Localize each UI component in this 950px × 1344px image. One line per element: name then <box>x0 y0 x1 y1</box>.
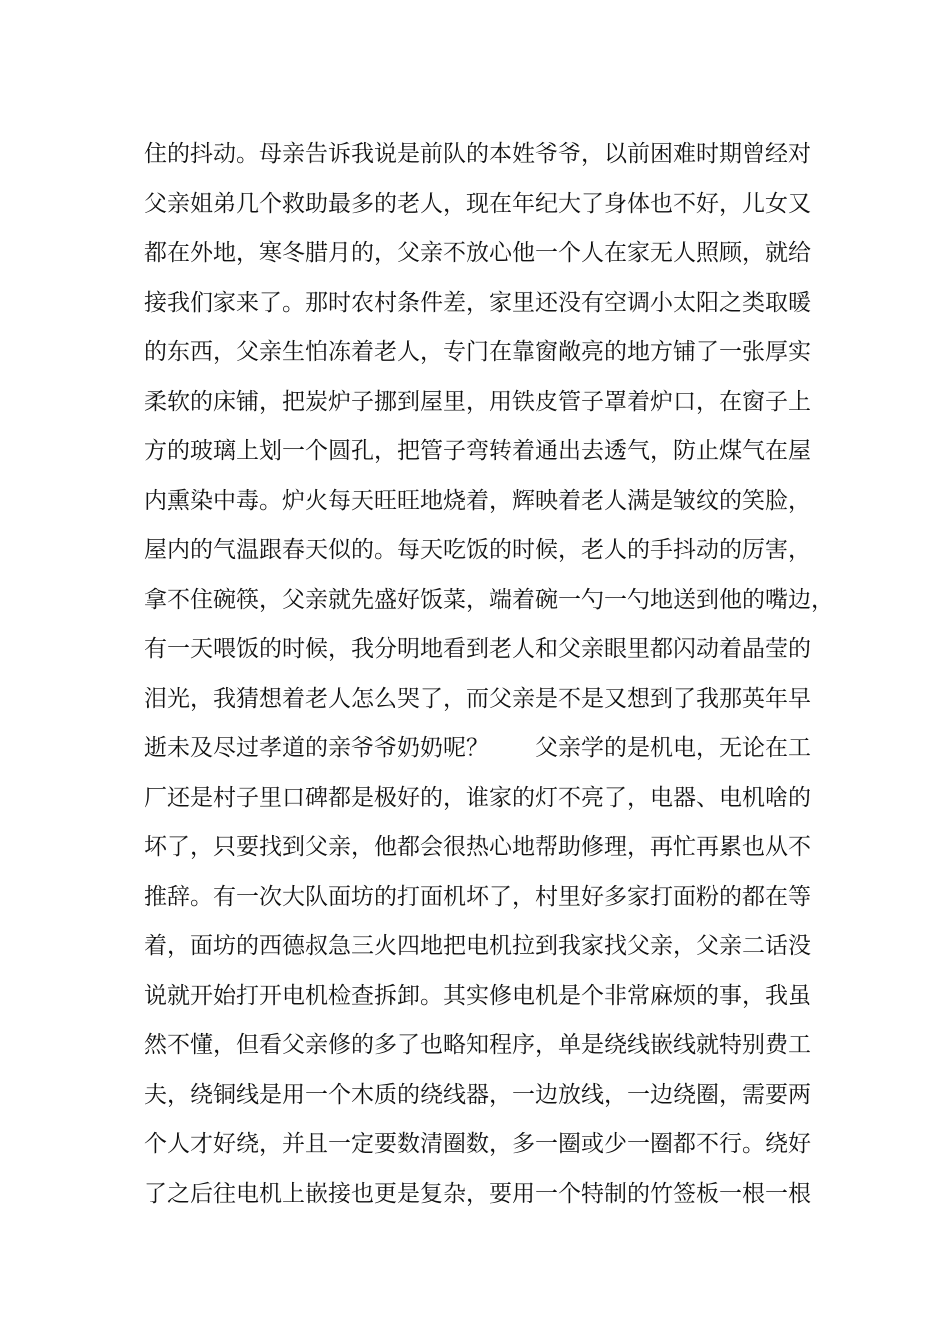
text-line-20: 夫，绕铜线是用一个木质的绕线器，一边放线，一边绕圈，需要两 <box>144 1081 811 1108</box>
text-line-7: 方的玻璃上划一个圆孔，把管子弯转着通出去透气，防止煤气在屋 <box>144 438 811 464</box>
text-line-15: 坏了，只要找到父亲，他都会很热心地帮助修理，再忙再累也从不 <box>144 834 811 860</box>
text-line-9: 屋内的气温跟春天似的。每天吃饭的时候，老人的手抖动的厉害， <box>144 537 811 563</box>
text-line-21: 个人才好绕，并且一定要数清圈数，多一圈或少一圈都不行。绕好 <box>144 1131 811 1157</box>
text-line-18: 说就开始打开电机检查拆卸。其实修电机是个非常麻烦的事，我虽 <box>144 982 811 1009</box>
text-line-14: 厂还是村子里口碑都是极好的，谁家的灯不亮了，电器、电机啥的 <box>144 784 811 811</box>
text-line-13: 逝未及尽过孝道的亲爷爷奶奶呢？ 父亲学的是机电，无论在工 <box>144 735 811 761</box>
text-line-16: 推辞。有一次大队面坊的打面机坏了，村里好多家打面粉的都在等 <box>144 883 811 910</box>
text-line-17: 着，面坊的西德叔急三火四地把电机拉到我家找父亲，父亲二话没 <box>144 933 811 959</box>
text-line-1: 住的抖动。母亲告诉我说是前队的本姓爷爷，以前困难时期曾经对 <box>144 141 811 167</box>
text-line-3: 都在外地，寒冬腊月的，父亲不放心他一个人在家无人照顾，就给 <box>144 240 811 266</box>
body-text <box>144 130 834 1219</box>
text-line-22: 了之后往电机上嵌接也更是复杂，要用一个特制的竹签板一根一根 <box>144 1180 811 1207</box>
text-line-6: 柔软的床铺，把炭炉子挪到屋里，用铁皮管子罩着炉口，在窗子上 <box>144 388 811 415</box>
text-line-10: 拿不住碗筷，父亲就先盛好饭菜，端着碗一勺一勺地送到他的嘴边， <box>144 586 834 613</box>
text-line-8: 内熏染中毒。炉火每天旺旺地烧着，辉映着老人满是皱纹的笑脸， <box>144 487 811 514</box>
text-line-4: 接我们家来了。那时农村条件差，家里还没有空调小太阳之类取暖 <box>144 289 811 316</box>
text-line-11: 有一天喂饭的时候，我分明地看到老人和父亲眼里都闪动着晶莹的 <box>144 636 811 662</box>
text-line-5: 的东西，父亲生怕冻着老人，专门在靠窗敞亮的地方铺了一张厚实 <box>144 339 811 365</box>
text-line-12: 泪光，我猜想着老人怎么哭了，而父亲是不是又想到了我那英年早 <box>144 685 811 712</box>
text-line-2: 父亲姐弟几个救助最多的老人，现在年纪大了身体也不好，儿女又 <box>144 190 811 217</box>
text-line-19: 然不懂，但看父亲修的多了也略知程序，单是绕线嵌线就特别费工 <box>144 1032 811 1058</box>
